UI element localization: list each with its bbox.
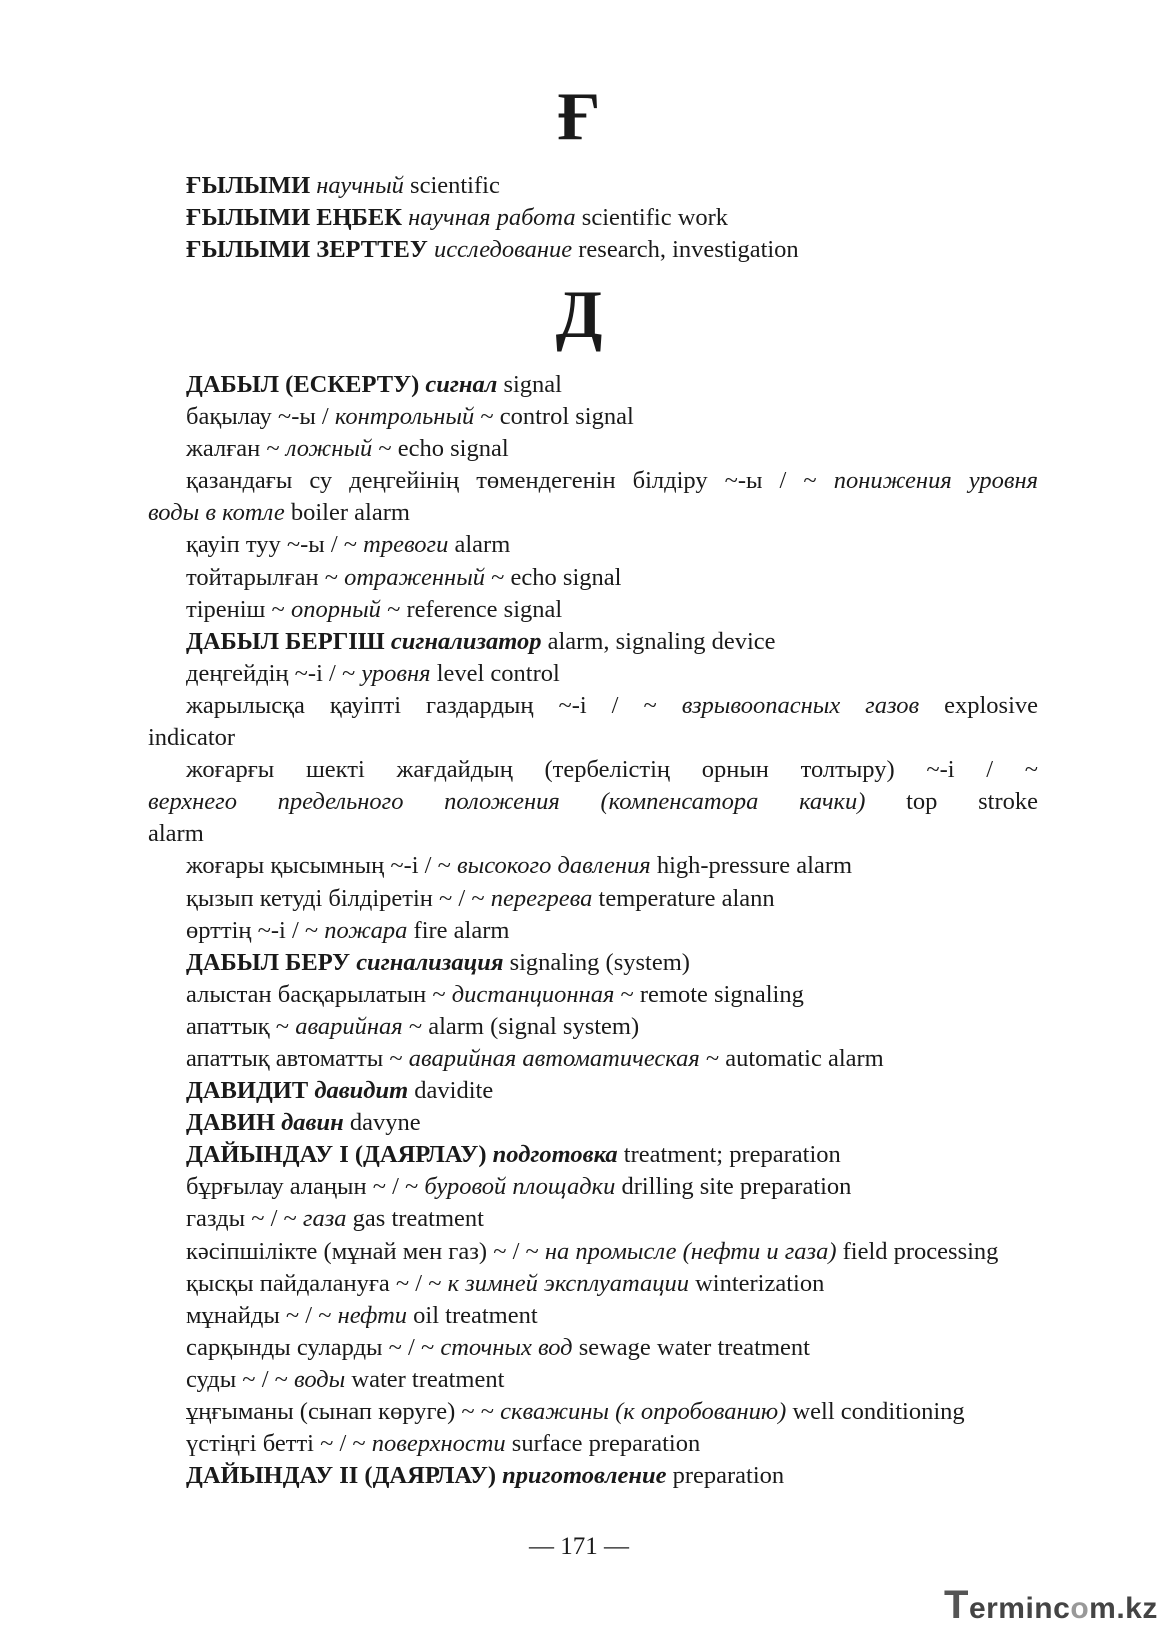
- russian-term: к зимней эксплуатации: [447, 1269, 689, 1297]
- entry-text: мұнайды ~ / ~: [186, 1301, 338, 1329]
- entry-text: газды ~ / ~: [186, 1205, 303, 1233]
- entry-text: top stroke: [865, 788, 1038, 816]
- entry-line: [148, 1364, 1038, 1396]
- russian-term: отраженный: [344, 563, 486, 591]
- entry-text: жоғары қысымның ~-і / ~: [186, 852, 457, 880]
- entry-text: oil treatment: [407, 1301, 538, 1329]
- entry-line: [148, 1332, 1038, 1364]
- entry-line: [148, 754, 1038, 786]
- entry-text: high-pressure alarm: [650, 852, 853, 880]
- russian-term: пожара: [324, 916, 408, 944]
- entry-text: scientific: [403, 172, 500, 199]
- entry-line: [148, 202, 1038, 234]
- entry-text: ~ control signal: [474, 403, 634, 431]
- entry-line: [148, 947, 1038, 979]
- entry-line: [148, 1268, 1038, 1300]
- headword: ДАВИН: [186, 1109, 276, 1137]
- entry-text: өрттің ~-і / ~: [186, 916, 325, 944]
- entry-text: indicator: [148, 724, 236, 752]
- russian-headword: сигнал: [425, 371, 498, 398]
- entry-text: treatment; preparation: [617, 1141, 841, 1169]
- russian-term: аварийная автоматическая: [408, 1044, 700, 1072]
- entry-text: ~ automatic alarm: [699, 1044, 884, 1072]
- russian-term: высокого давления: [457, 852, 651, 880]
- entry-line: [148, 1139, 1038, 1171]
- entry-text: level control: [430, 659, 560, 687]
- headword: ДАВИДИТ: [186, 1077, 309, 1105]
- russian-term: нефти: [337, 1301, 408, 1329]
- entry-text: signal: [497, 371, 562, 398]
- entry-text: scientific work: [575, 204, 729, 232]
- entry-line: [148, 818, 1038, 850]
- headword: ДАБЫЛ БЕРГІШ: [186, 627, 385, 655]
- entry-text: drilling site preparation: [615, 1173, 852, 1201]
- section-letter-g: Ғ: [557, 78, 601, 154]
- russian-term: перегрева: [490, 884, 593, 912]
- entry-line: [148, 1075, 1038, 1107]
- entry-line: [148, 1107, 1038, 1139]
- russian-term: воды: [294, 1365, 346, 1393]
- entry-text: alarm: [448, 531, 511, 559]
- entry-text: ~ echo signal: [372, 435, 509, 463]
- entry-line: [148, 401, 1038, 433]
- entry-line: [148, 562, 1038, 594]
- entry-text: бұрғылау алаңын ~ / ~: [186, 1173, 425, 1201]
- entry-text: explosive: [919, 691, 1039, 719]
- entry-text: boiler alarm: [284, 499, 410, 527]
- russian-term: научный: [316, 172, 404, 199]
- entry-line: [148, 786, 1038, 818]
- entry-line: [148, 1011, 1038, 1043]
- entry-text: surface preparation: [505, 1430, 701, 1458]
- entry-text: ұңғыманы (сынап көруге) ~ ~: [186, 1398, 501, 1425]
- watermark-logo: Termincom.kz: [944, 1583, 1158, 1627]
- entry-text: sewage water treatment: [572, 1333, 810, 1361]
- entry-line: [148, 465, 1038, 497]
- entry-text: қазандағы су деңгейінің төмендегенін білдіру ~-ы / ~: [186, 467, 834, 495]
- entry-line: [148, 529, 1038, 561]
- headword: ДАЙЫНДАУ II (ДАЯРЛАУ): [186, 1462, 497, 1490]
- entry-text: well conditioning: [786, 1398, 965, 1425]
- entry-text: апаттық ~: [186, 1012, 296, 1040]
- entry-line: [148, 433, 1038, 465]
- section-g-entries: [148, 170, 1038, 266]
- entry-line: [148, 1396, 1038, 1428]
- entry-line: [148, 170, 1038, 202]
- entry-line: [148, 594, 1038, 626]
- page-number: — 171 —: [529, 1533, 629, 1560]
- russian-term: поверхности: [371, 1430, 506, 1458]
- entry-text: signaling (system): [503, 948, 690, 976]
- entry-text: preparation: [666, 1462, 785, 1490]
- russian-term: понижения уровня: [833, 467, 1038, 495]
- russian-headword: сигнализация: [356, 948, 504, 976]
- headword: ДАБЫЛ БЕРУ: [186, 948, 351, 976]
- headword: ДАБЫЛ (ЕСКЕРТУ): [186, 371, 420, 398]
- entry-text: алыстан басқарылатын ~: [186, 980, 452, 1008]
- entry-text: жалған ~: [186, 435, 286, 463]
- entry-text: қауіп туу ~-ы / ~: [186, 531, 364, 559]
- entry-line: [148, 1428, 1038, 1460]
- russian-term: аварийная: [295, 1012, 403, 1040]
- entry-text: davidite: [408, 1077, 494, 1105]
- russian-term: верхнего предельного положения (компенсатора качки): [148, 788, 866, 816]
- entry-text: апаттық автоматты ~: [186, 1044, 409, 1072]
- entry-text: davyne: [343, 1109, 421, 1137]
- entry-line: [148, 626, 1038, 658]
- entry-line: [148, 369, 1038, 401]
- entry-text: field processing: [836, 1237, 999, 1265]
- russian-headword: подготовка: [492, 1141, 618, 1169]
- entry-text: тойтарылған ~: [186, 563, 345, 591]
- entry-text: деңгейдің ~-і / ~: [186, 659, 362, 687]
- entry-line: [148, 234, 1038, 266]
- headword: ДАЙЫНДАУ I (ДАЯРЛАУ): [186, 1141, 487, 1169]
- entry-text: қысқы пайдалануға ~ / ~: [186, 1269, 448, 1297]
- entry-text: fire alarm: [407, 916, 510, 944]
- russian-headword: давин: [281, 1109, 344, 1137]
- entry-text: winterization: [688, 1269, 825, 1297]
- entry-text: бақылау ~-ы /: [186, 403, 335, 431]
- entry-text: research, investigation: [572, 236, 799, 264]
- headword: ҒЫЛЫМИ ЕҢБЕК: [186, 204, 402, 232]
- russian-term: контрольный: [334, 403, 475, 431]
- entry-line: [148, 850, 1038, 882]
- russian-headword: приготовление: [502, 1462, 667, 1490]
- entry-line: [148, 658, 1038, 690]
- russian-term: на промысле (нефти и газа): [544, 1237, 837, 1265]
- section-d-entries: [148, 369, 1038, 1492]
- entry-text: жоғарғы шекті жағдайдың (тербелістің орнын толтыру) ~-і / ~: [186, 756, 1038, 784]
- headword: ҒЫЛЫМИ ЗЕРТТЕУ: [186, 236, 428, 264]
- russian-term: дистанционная: [451, 980, 615, 1008]
- entry-line: [148, 979, 1038, 1011]
- russian-term: исследование: [433, 236, 573, 264]
- entry-text: сарқынды суларды ~ / ~: [186, 1333, 441, 1361]
- russian-term: тревоги: [363, 531, 449, 559]
- russian-headword: сигнализатор: [390, 627, 542, 655]
- entry-line: [148, 883, 1038, 915]
- entry-text: ~ alarm (signal system): [402, 1012, 640, 1040]
- russian-term: уровня: [361, 659, 431, 687]
- entry-text: жарылысқа қауіпті газдардың ~-і / ~: [186, 691, 682, 719]
- entry-text: суды ~ / ~: [186, 1365, 295, 1393]
- entry-text: alarm: [148, 820, 204, 848]
- entry-text: gas treatment: [346, 1205, 484, 1233]
- entry-line: [148, 1460, 1038, 1492]
- entry-text: үстіңгі бетті ~ / ~: [186, 1430, 372, 1458]
- entry-line: [148, 722, 1038, 754]
- russian-term: научная работа: [408, 204, 576, 232]
- entry-line: [148, 1043, 1038, 1075]
- entry-line: [148, 1203, 1038, 1235]
- headword: ҒЫЛЫМИ: [186, 172, 311, 199]
- section-letter-d: Д: [555, 276, 603, 352]
- russian-term: ложный: [285, 435, 373, 463]
- entry-line: [148, 690, 1038, 722]
- russian-term: воды в котле: [148, 499, 285, 527]
- entry-text: тіреніш ~: [186, 595, 291, 623]
- russian-headword: давидит: [314, 1077, 409, 1105]
- entry-line: [148, 915, 1038, 947]
- russian-term: скважины (к опробованию): [500, 1398, 787, 1425]
- entry-text: alarm, signaling device: [541, 627, 776, 655]
- entry-text: кәсіпшілікте (мұнай мен газ) ~ / ~: [186, 1237, 545, 1265]
- entry-line: [148, 1171, 1038, 1203]
- entry-text: ~ remote signaling: [614, 980, 804, 1008]
- entry-line: [148, 1236, 1038, 1268]
- russian-term: опорный: [290, 595, 381, 623]
- entry-text: ~ reference signal: [380, 595, 563, 623]
- entry-text: ~ echo signal: [485, 563, 622, 591]
- entry-line: [148, 1300, 1038, 1332]
- russian-term: буровой площадки: [424, 1173, 616, 1201]
- entry-text: қызып кетуді білдіретін ~ / ~: [186, 884, 491, 912]
- russian-term: газа: [302, 1205, 347, 1233]
- russian-term: сточных вод: [440, 1333, 573, 1361]
- russian-term: взрывоопасных газов: [681, 691, 920, 719]
- entry-line: [148, 497, 1038, 529]
- entry-text: temperature alann: [592, 884, 775, 912]
- entry-text: water treatment: [345, 1365, 505, 1393]
